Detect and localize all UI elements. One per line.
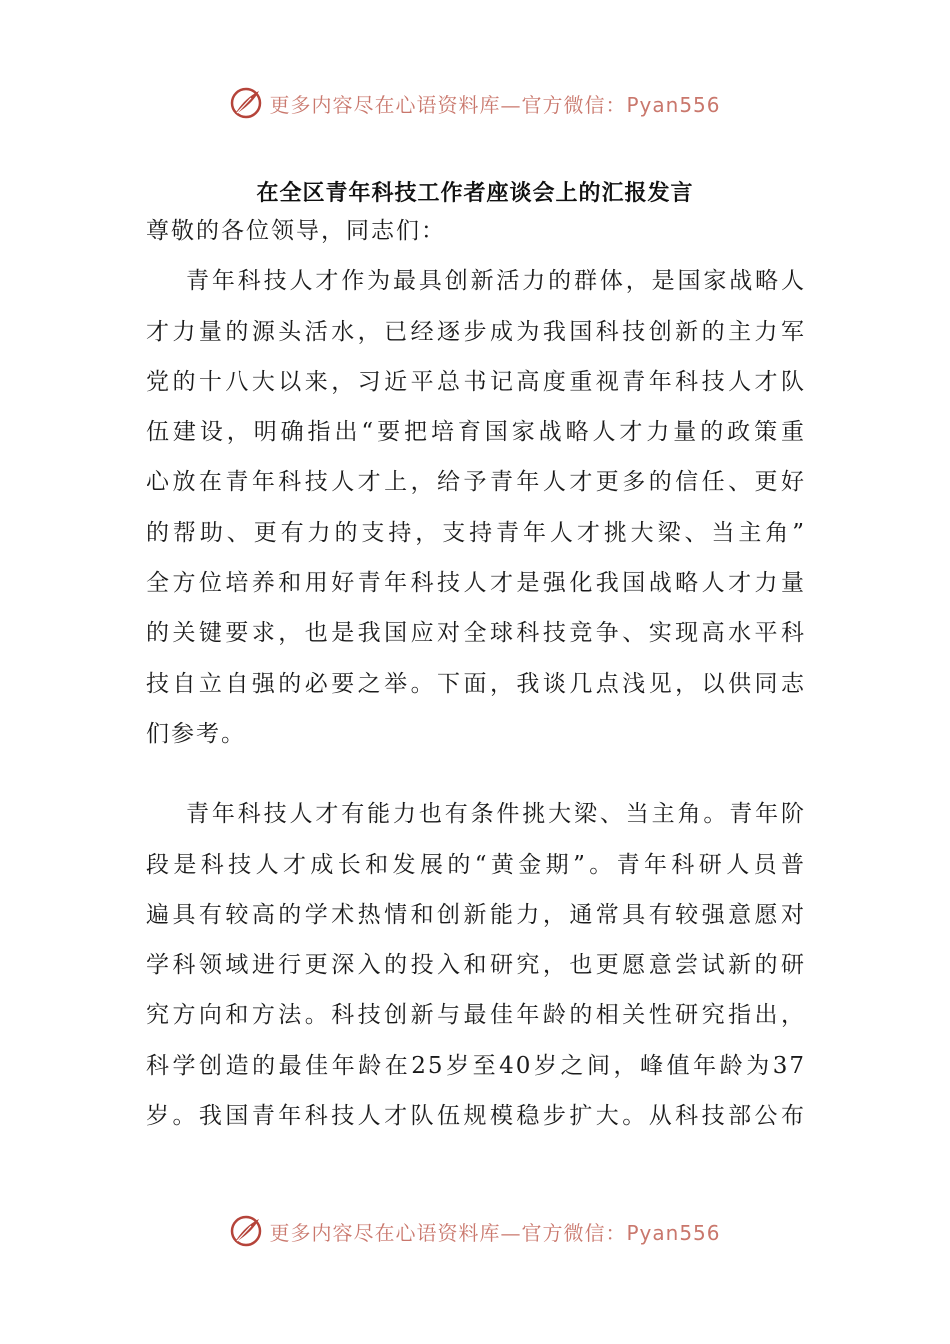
- quill-logo-icon: [229, 86, 263, 120]
- paragraph-gap: [146, 759, 806, 789]
- paragraph-2: [146, 789, 806, 1141]
- banner-label: 更多内容尽在心语资料库—官方微信：: [269, 92, 627, 117]
- text-line: 究方向和方法。科技创新与最佳年龄的相关性研究指出，: [146, 1002, 806, 1029]
- salutation: 尊敬的各位领导，同志们：: [146, 218, 446, 244]
- document-title: 在全区青年科技工作者座谈会上的汇报发言: [256, 181, 694, 206]
- text-line: 学科领域进行更深入的投入和研究，也更愿意尝试新的研: [146, 952, 806, 979]
- header-banner: [0, 78, 950, 128]
- wechat-id: Pyan556: [626, 1220, 721, 1245]
- text-line: 伍建设，明确指出“要把培育国家战略人才力量的政策重: [146, 419, 806, 446]
- wechat-id: Pyan556: [626, 92, 721, 117]
- text-line: 才力量的源头活水，已经逐步成为我国科技创新的主力军: [146, 318, 806, 345]
- banner-text: [269, 1217, 720, 1246]
- text-line: 技自立自强的必要之举。下面，我谈几点浅见，以供同志: [146, 670, 806, 697]
- text-line: 的帮助、更有力的支持，支持青年人才挑大梁、当主角”: [146, 519, 806, 546]
- banner-label: 更多内容尽在心语资料库—官方微信：: [269, 1220, 627, 1245]
- text-line: 科学创造的最佳年龄在25岁至40岁之间，峰值年龄为37: [146, 1052, 806, 1079]
- text-line: 青年科技人才作为最具创新活力的群体，是国家战略人: [186, 268, 806, 295]
- text-line: 遍具有较高的学术热情和创新能力，通常具有较强意愿对: [146, 901, 806, 928]
- text-line: 段是科技人才成长和发展的“黄金期”。青年科研人员普: [146, 851, 806, 878]
- banner-text: [269, 89, 720, 118]
- text-line: 的关键要求，也是我国应对全球科技竞争、实现高水平科: [146, 620, 806, 647]
- text-line: 党的十八大以来，习近平总书记高度重视青年科技人才队: [146, 368, 806, 395]
- paragraph-1: [146, 256, 806, 759]
- text-line: 青年科技人才有能力也有条件挑大梁、当主角。青年阶: [186, 801, 806, 828]
- text-line: 们参考。: [146, 720, 246, 747]
- document-body: [146, 206, 806, 1141]
- text-line: 心放在青年科技人才上，给予青年人才更多的信任、更好: [146, 469, 806, 496]
- text-line: 全方位培养和用好青年科技人才是强化我国战略人才力量: [146, 570, 806, 597]
- quill-logo-icon: [229, 1214, 263, 1248]
- footer-banner: [0, 1206, 950, 1256]
- text-line: 岁。我国青年科技人才队伍规模稳步扩大。从科技部公布: [146, 1103, 806, 1130]
